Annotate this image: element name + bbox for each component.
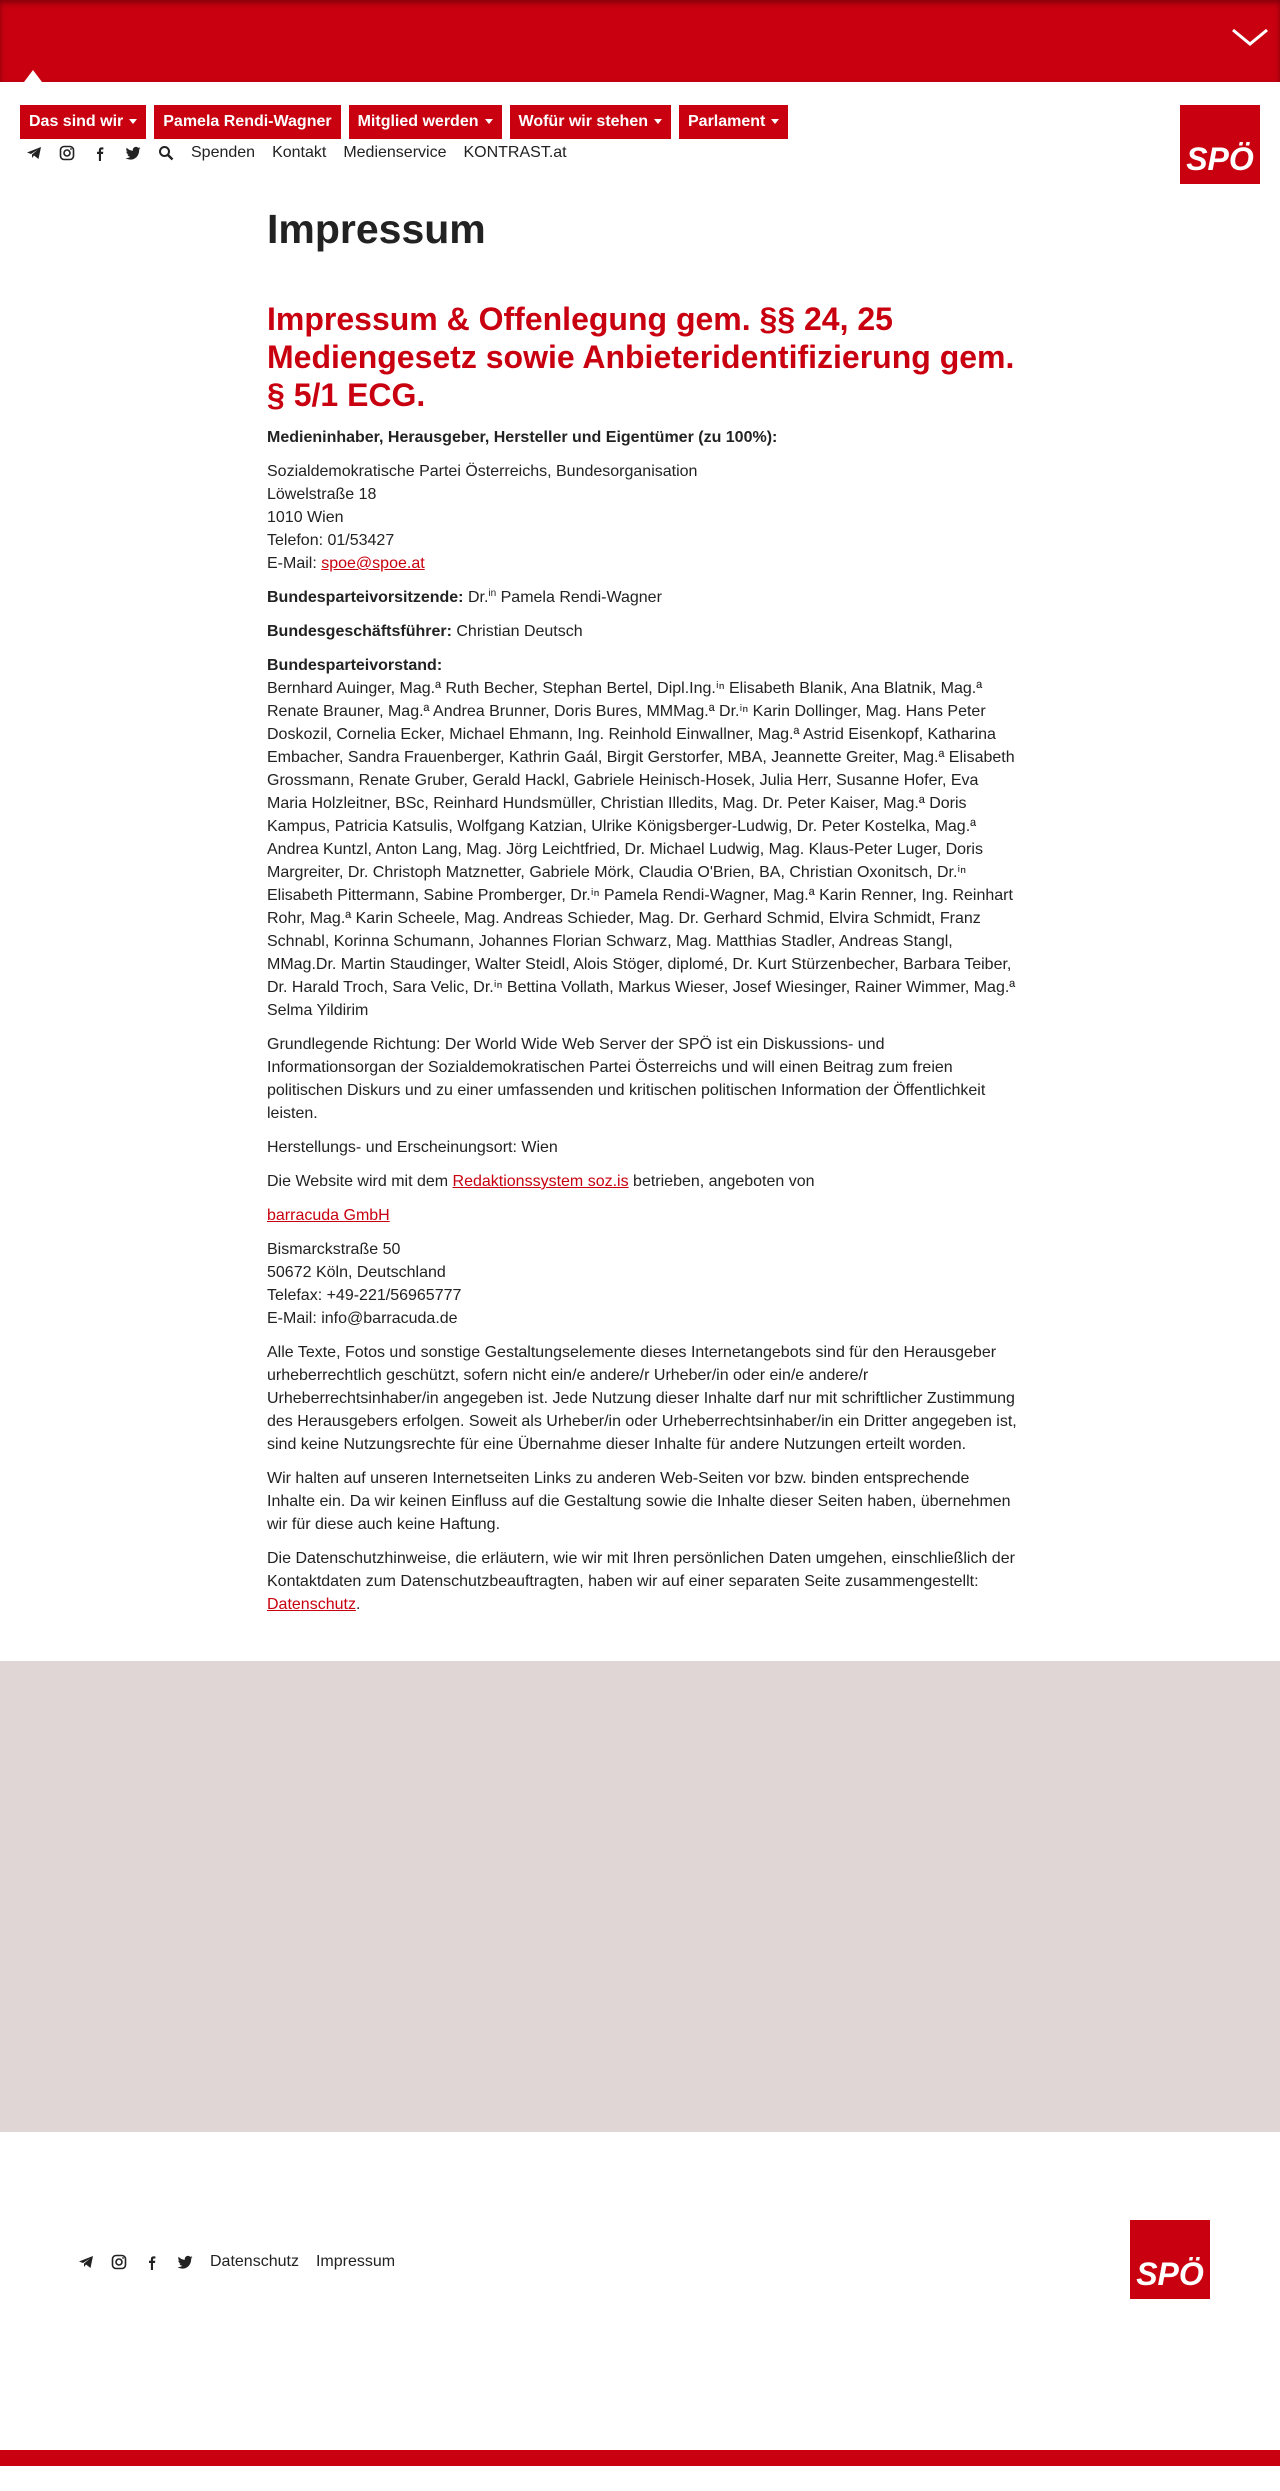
cms-link[interactable]: Redaktionssystem soz.is — [452, 1173, 629, 1190]
logo-text: SPÖ — [1136, 2256, 1204, 2292]
privacy-line — [267, 1547, 1017, 1616]
link-kontrast[interactable]: KONTRAST.at — [463, 144, 567, 161]
nav-label: Mitglied werden — [357, 113, 479, 130]
main-content — [267, 204, 1017, 1627]
provider-email: E-Mail: info@barracuda.de — [267, 1310, 458, 1327]
footer-nav — [78, 2253, 412, 2271]
manager-name: Christian Deutsch — [451, 623, 583, 640]
telegram-icon[interactable] — [78, 2254, 94, 2270]
nav-label: Wofür wir stehen — [518, 113, 648, 130]
search-icon[interactable] — [158, 145, 174, 161]
provider-fax: Telefax: +49-221/56965777 — [267, 1287, 462, 1304]
chevron-down-icon[interactable] — [1230, 24, 1270, 50]
caret-down-icon — [771, 119, 779, 124]
chair-sup: in — [488, 588, 497, 599]
cms-prefix: Die Website wird mit dem — [267, 1173, 453, 1190]
provider-link[interactable]: barracuda GmbH — [267, 1207, 390, 1224]
nav-label: Das sind wir — [29, 113, 124, 130]
bottom-bar — [0, 2450, 1280, 2466]
cms-line — [267, 1170, 1017, 1193]
cms-suffix: betrieben, angeboten von — [628, 1173, 815, 1190]
privacy-link[interactable]: Datenschutz — [267, 1596, 356, 1613]
spoe-footer-logo[interactable] — [1130, 2220, 1210, 2299]
nav-label: Parlament — [688, 113, 766, 130]
provider-address — [267, 1238, 1017, 1330]
twitter-icon[interactable] — [177, 2254, 193, 2270]
nav-pointer — [24, 70, 42, 82]
main-nav — [20, 105, 788, 139]
copyright-text: Alle Texte, Fotos und sonstige Gestaltungselemente dieses Internetangebots sind für den Herausgeber urheberrechtlich geschützt, sofern nicht ein/e andere/r Urheber/in oder ein/e andere/r Urheberrechtsinhaber/in angegeben ist. Jede Nutzung dieser Inhalte darf nur mit schriftlicher Zustimmung des Herausgebers erfolgen. Soweit als Urheber/in oder Urheberrechtsinhaber/in ein Dritter angegeben ist, sind keine Nutzungsrechte für eine Übernahme dieser Inhalte für andere Nutzungen erteilt worden. — [267, 1344, 1017, 1453]
caret-down-icon — [129, 119, 137, 124]
links-disclaimer: Wir halten auf unseren Internetseiten Links zu anderen Web-Seiten vor bzw. binden entsprechende Inhalte ein. Da wir keinen Einfluss auf die Gestaltung sowie die Inhalte dieser Seiten haben, übernehmen wir für diese auch keine Haftung. — [267, 1470, 1011, 1533]
footer-link-datenschutz[interactable]: Datenschutz — [210, 2253, 299, 2270]
phone: Telefon: 01/53427 — [267, 532, 395, 549]
owner-label: Medieninhaber, Herausgeber, Hersteller und Eigentümer (zu 100%): — [267, 429, 778, 446]
board-section — [267, 654, 1017, 1022]
nav-pamela-rendi-wagner[interactable] — [154, 105, 340, 139]
nav-label: Pamela Rendi-Wagner — [163, 113, 332, 130]
chair-line — [267, 586, 1017, 609]
street: Löwelstraße 18 — [267, 486, 377, 503]
twitter-icon[interactable] — [125, 145, 141, 161]
link-spenden[interactable]: Spenden — [191, 144, 256, 161]
caret-down-icon — [485, 119, 493, 124]
privacy-text: Die Datenschutzhinweise, die erläutern, wie wir mit Ihren persönlichen Daten umgehen, einschließlich der Kontaktdaten zum Datenschutzbeauftragten, haben wir auf einer separaten Seite zusammengestellt: — [267, 1550, 1015, 1590]
link-kontakt[interactable]: Kontakt — [272, 144, 327, 161]
org-name: Sozialdemokratische Partei Österreichs, Bundesorganisation — [267, 463, 698, 480]
facebook-icon[interactable] — [92, 145, 108, 161]
email-link[interactable]: spoe@spoe.at — [321, 555, 425, 572]
instagram-icon[interactable] — [111, 2254, 127, 2270]
privacy-end: . — [355, 1596, 361, 1613]
nav-mitglied-werden[interactable] — [349, 105, 502, 139]
nav-parlament[interactable] — [679, 105, 788, 139]
nav-das-sind-wir[interactable] — [20, 105, 146, 139]
chair-prefix: Dr. — [467, 589, 489, 606]
telegram-icon[interactable] — [26, 145, 42, 161]
sub-nav — [26, 144, 584, 162]
chair-name: Pamela Rendi-Wagner — [496, 589, 662, 606]
city: 1010 Wien — [267, 509, 344, 526]
logo-text: SPÖ — [1186, 141, 1254, 177]
board-label: Bundesparteivorstand: — [267, 657, 443, 674]
link-medienservice[interactable]: Medienservice — [343, 144, 447, 161]
page-title: Impressum — [267, 206, 486, 252]
footer-band — [0, 1661, 1280, 2132]
place-text: Herstellungs- und Erscheinungsort: Wien — [267, 1139, 558, 1156]
footer-link-impressum[interactable]: Impressum — [315, 2253, 396, 2270]
top-bar — [0, 0, 1280, 82]
provider-city: 50672 Köln, Deutschland — [267, 1264, 446, 1281]
provider-street: Bismarckstraße 50 — [267, 1241, 401, 1258]
impressum-heading: Impressum & Offenlegung gem. §§ 24, 25 Mediengesetz sowie Anbieteridentifizierung gem. § 5/1 ECG. — [267, 301, 1015, 413]
spoe-logo[interactable] — [1180, 105, 1260, 184]
board-members: Bernhard Auinger, Mag.ª Ruth Becher, Stephan Bertel, Dipl.Ing.ⁱⁿ Elisabeth Blanik, Ana Blatnik, Mag.ª Renate Brauner, Mag.ª Andrea Brunner, Doris Bures, MMMag.ª Dr.ⁱⁿ Karin Dollinger, Mag. Hans Peter Doskozil, Cornelia Ecker, Michael Ehmann, Ing. Reinhold Einwallner, Mag.ª Astrid Eisenkopf, Katharina Embacher, Sandra Frauenberger, Kathrin Gaál, Birgit Gerstorfer, MBA, Jeannette Greiter, Mag.ª Elisabeth Grossmann, Renate Gruber, Gerald Hackl, Gabriele Heinisch-Hosek, Julia Herr, Susanne Hofer, Eva Maria Holzleitner, BSc, Reinhard Hundsmüller, Christian Illedits, Mag. Dr. Peter Kaiser, Mag.ª Doris Kampus, Patricia Katsulis, Wolfgang Katzian, Ulrike Königsberger-Ludwig, Dr. Peter Kostelka, Mag.ª Andrea Kuntzl, Anton Lang, Mag. Jörg Leichtfried, Dr. Michael Ludwig, Mag. Klaus-Peter Luger, Doris Margreiter, Dr. Christoph Matznetter, Gabriele Mörk, Claudia O'Brien, BA, Christian Oxonitsch, Dr.ⁱⁿ Elisabeth Pittermann, Sabine Promberger, Dr.ⁱⁿ Pamela Rendi-Wagner, Mag.ª Karin Renner, Ing. Reinhart Rohr, Mag.ª Karin Scheele, Mag. Andreas Schieder, Mag. Dr. Gerhard Schmid, Elvira Schmidt, Franz Schnabl, Korinna Schumann, Johannes Florian Schwarz, Mag. Matthias Stadler, Andreas Stangl, MMag.Dr. Martin Staudinger, Walter Steidl, Alois Stöger, diplomé, Dr. Kurt Stürzenbecher, Barbara Teiber, Dr. Harald Troch, Sara Velic, Dr.ⁱⁿ Bettina Vollath, Markus Wieser, Josef Wiesinger, Rainer Wimmer, Mag.ª Selma Yildirim — [267, 680, 1016, 1019]
caret-down-icon — [654, 119, 662, 124]
provider-line — [267, 1204, 1017, 1227]
facebook-icon[interactable] — [144, 2254, 160, 2270]
direction-text: Grundlegende Richtung: Der World Wide Web Server der SPÖ ist ein Diskussions- und Informationsorgan der Sozialdemokratischen Partei Österreichs und will einen Beitrag zum freien politischen Diskurs und zu einer umfassenden und kritischen politischen Information der Öffentlichkeit leisten. — [267, 1036, 986, 1122]
manager-label: Bundesgeschäftsführer: — [267, 623, 452, 640]
chair-label: Bundesparteivorsitzende: — [267, 589, 464, 606]
nav-wofuer-wir-stehen[interactable] — [510, 105, 672, 139]
email-label: E-Mail: — [267, 555, 322, 572]
instagram-icon[interactable] — [59, 145, 75, 161]
owner-address — [267, 460, 1017, 575]
manager-line — [267, 620, 1017, 643]
